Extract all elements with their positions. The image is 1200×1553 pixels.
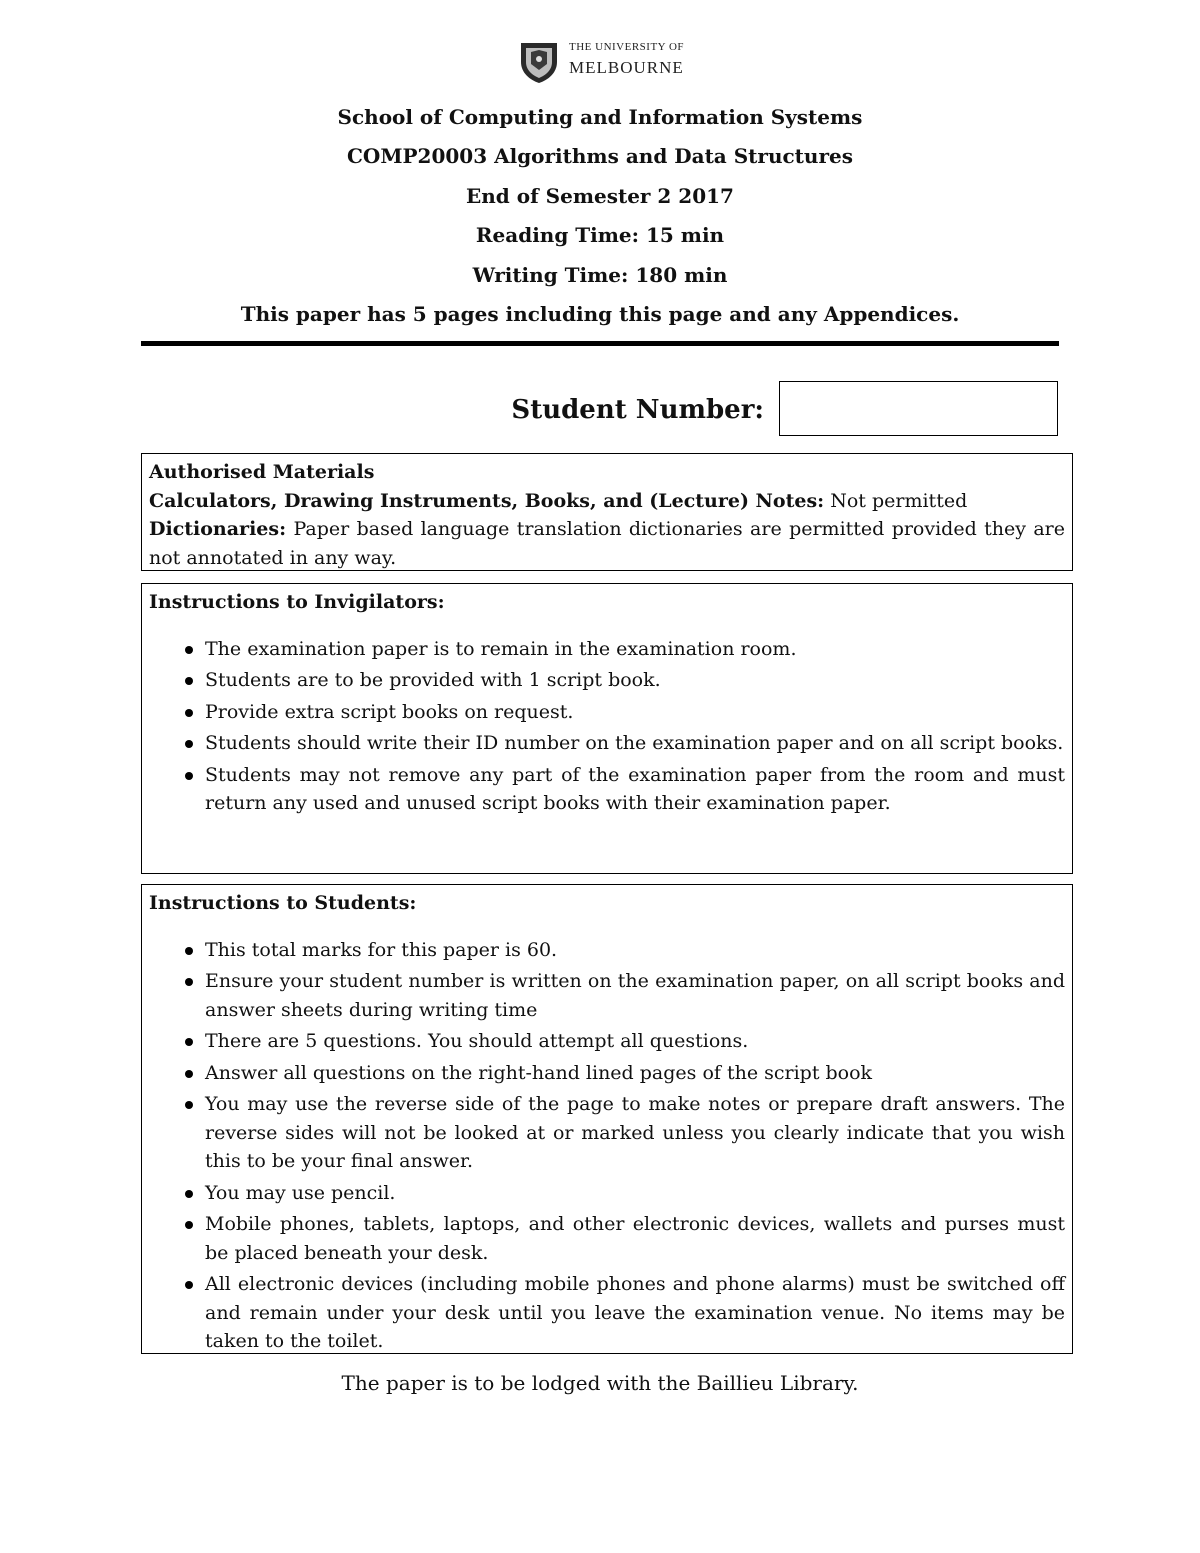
- writing-time: Writing Time: 180 min: [472, 263, 728, 287]
- list-item: You may use pencil.: [149, 1179, 1065, 1208]
- list-item: Provide extra script books on request.: [149, 698, 1065, 727]
- student-instructions-list: [149, 936, 1065, 1356]
- calculators-label: Calculators, Drawing Instruments, Books, and (Lecture) Notes:: [149, 489, 825, 512]
- student-instructions-box: [141, 884, 1073, 1354]
- pages-note: This paper has 5 pages including this page and any Appendices.: [240, 302, 960, 326]
- list-item: Answer all questions on the right-hand lined pages of the script book: [149, 1059, 1065, 1088]
- authorised-materials-box: [141, 453, 1073, 571]
- student-instructions-title: Instructions to Students:: [149, 892, 417, 914]
- list-item: Students may not remove any part of the examination paper from the room and must return any used and unused script books with their examination paper.: [149, 761, 1065, 818]
- list-item: Ensure your student number is written on the examination paper, on all script books and answer sheets during writing time: [149, 967, 1065, 1024]
- reading-time: Reading Time: 15 min: [475, 223, 725, 247]
- course-title-text: COMP20003 Algorithms and Data Structures: [347, 144, 853, 168]
- header-divider: [141, 341, 1059, 346]
- list-item: You may use the reverse side of the page to make notes or prepare draft answers. The reverse sides will not be looked at or marked unless you clearly indicate that you wish this to be your final answer.: [149, 1090, 1065, 1176]
- footer-note: The paper is to be lodged with the Baillieu Library.: [341, 1371, 859, 1395]
- dictionaries-value: Paper based language translation dictionaries are permitted provided they are not annotated in any way.: [149, 518, 1065, 569]
- list-item: Mobile phones, tablets, laptops, and other electronic devices, wallets and purses must be placed beneath your desk.: [149, 1210, 1065, 1267]
- calculators-line: [149, 487, 1065, 516]
- school-name: School of Computing and Information Systems: [337, 105, 863, 129]
- invigilator-instructions-title: Instructions to Invigilators:: [149, 591, 445, 613]
- semester: End of Semester 2 2017: [466, 184, 734, 208]
- crest-icon: [517, 40, 561, 84]
- list-item: There are 5 questions. You should attempt all questions.: [149, 1027, 1065, 1056]
- logo-line-2: MELBOURNE: [569, 58, 684, 77]
- student-number-field[interactable]: [779, 381, 1058, 436]
- invigilator-instructions-list: [149, 635, 1065, 818]
- university-logo: [517, 40, 687, 88]
- invigilator-instructions-box: [141, 583, 1073, 874]
- list-item: This total marks for this paper is 60.: [149, 936, 1065, 965]
- dictionaries-label: Dictionaries:: [149, 518, 287, 540]
- authorised-materials-title: Authorised Materials: [149, 461, 375, 483]
- list-item: Students should write their ID number on the examination paper and on all script books.: [149, 729, 1065, 758]
- calculators-value: Not permitted: [830, 489, 968, 512]
- list-item: All electronic devices (including mobile phones and phone alarms) must be switched off and remain under your desk until you leave the examination venue. No items may be taken to the toilet.: [149, 1270, 1065, 1356]
- list-item: Students are to be provided with 1 script book.: [149, 666, 1065, 695]
- dictionaries-line: [149, 515, 1065, 572]
- student-number-label: Student Number:: [511, 395, 764, 425]
- course-title: [0, 144, 1200, 168]
- logo-line-1: THE UNIVERSITY OF: [569, 41, 685, 53]
- list-item: The examination paper is to remain in the examination room.: [149, 635, 1065, 664]
